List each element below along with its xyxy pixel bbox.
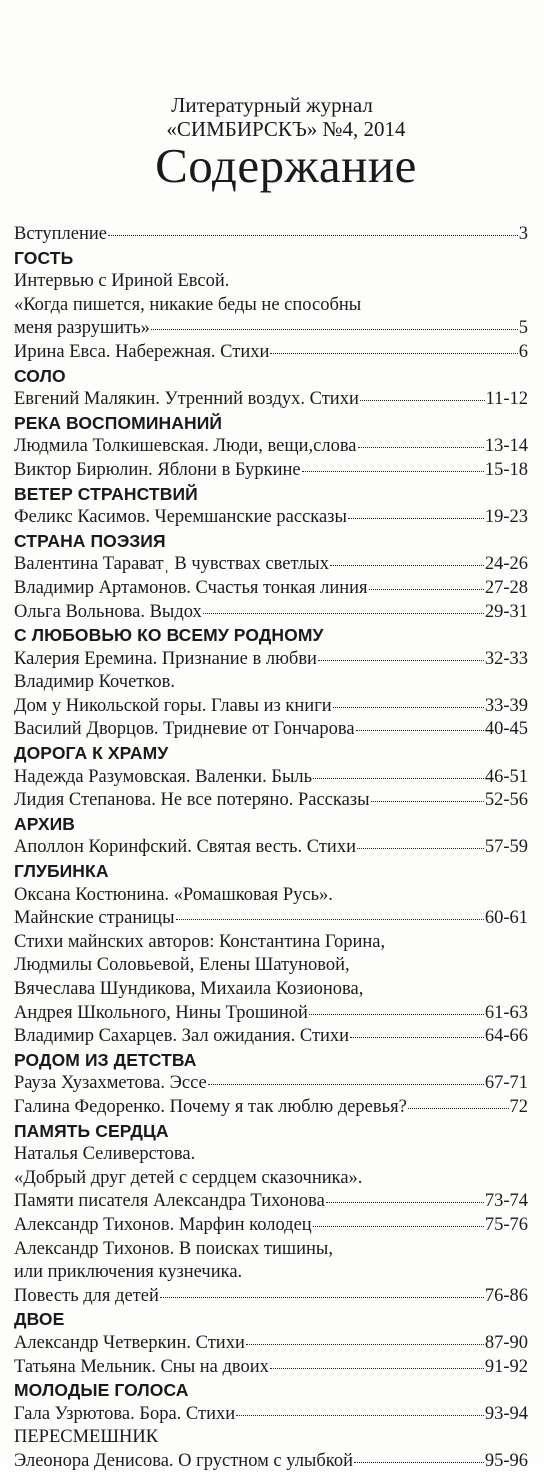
toc-entry xyxy=(14,317,528,341)
dot-leader xyxy=(309,1014,484,1015)
toc-text-line xyxy=(14,1167,528,1191)
section-title: ГОСТЬ xyxy=(14,247,74,268)
page-number: 27-28 xyxy=(484,577,528,598)
toc-entry xyxy=(14,907,528,931)
dot-leader xyxy=(313,1226,484,1227)
entry-title: Стихи майнских авторов: Константина Горина, xyxy=(14,931,386,952)
entry-title: Рауза Хузахметова. Эссе xyxy=(14,1073,207,1094)
dot-leader xyxy=(151,329,518,330)
section-title: СТРАНА ПОЭЗИЯ xyxy=(14,530,166,551)
toc-entry xyxy=(14,1356,528,1380)
toc-entry xyxy=(14,648,528,672)
toc-entry xyxy=(14,223,528,247)
toc-entry xyxy=(14,601,528,625)
toc-entry xyxy=(14,1285,528,1309)
toc-text-line xyxy=(14,294,528,318)
toc-entry xyxy=(14,553,528,577)
entry-title: «Добрый друг детей с сердцем сказочника». xyxy=(14,1167,363,1188)
toc-section-heading xyxy=(14,1049,528,1073)
dot-leader xyxy=(356,730,484,731)
dot-leader xyxy=(348,518,484,519)
toc-section-heading xyxy=(14,483,528,507)
page-number: 52-56 xyxy=(484,790,528,811)
toc-entry xyxy=(14,1332,528,1356)
toc-section-heading xyxy=(14,1308,528,1332)
page-number: 93-94 xyxy=(484,1403,528,1424)
entry-title: Интервью с Ириной Евсой. xyxy=(14,271,230,292)
page-number: 15-18 xyxy=(484,459,528,480)
entry-title: «Когда пишется, никакие беды не способны xyxy=(14,294,362,315)
page-number: 33-39 xyxy=(484,695,528,716)
toc-section-heading xyxy=(14,1120,528,1144)
toc-entry xyxy=(14,388,528,412)
entry-title: Ирина Евса. Набережная. Стихи xyxy=(14,341,270,362)
section-title: МОЛОДЫЕ ГОЛОСА xyxy=(14,1380,189,1401)
toc-entry xyxy=(14,1214,528,1238)
page-number: 13-14 xyxy=(484,436,528,457)
toc-text-line xyxy=(14,884,528,908)
dot-leader xyxy=(408,1108,509,1109)
toc-entry xyxy=(14,836,528,860)
page-number: 61-63 xyxy=(484,1002,528,1023)
page-number: 95-96 xyxy=(484,1450,528,1471)
section-title: РОДОМ ИЗ ДЕТСТВА xyxy=(14,1049,197,1070)
page-number: 40-45 xyxy=(484,719,528,740)
toc-text-line xyxy=(14,1143,528,1167)
page-number: 67-71 xyxy=(484,1073,528,1094)
section-title: АРХИВ xyxy=(14,813,76,834)
toc-entry xyxy=(14,506,528,530)
page-number: 60-61 xyxy=(484,908,528,929)
section-title: ВЕТЕР СТРАНСТВИЙ xyxy=(14,483,198,504)
toc-section-heading xyxy=(14,1379,528,1403)
toc-section-heading xyxy=(14,412,528,436)
toc-section-heading xyxy=(14,365,528,389)
toc-entry xyxy=(14,459,528,483)
issue-line: «СИМБИРСКЪ» №4, 2014 xyxy=(166,117,406,141)
toc-text-line xyxy=(14,270,528,294)
page-number: 87-90 xyxy=(484,1332,528,1353)
toc-section-heading xyxy=(14,742,528,766)
page-number: 5 xyxy=(518,318,528,339)
toc-entry xyxy=(14,718,528,742)
entry-title: Аполлон Коринфский. Святая весть. Стихи xyxy=(14,837,356,858)
dot-leader xyxy=(270,1368,484,1369)
dot-leader xyxy=(270,353,517,354)
table-of-contents xyxy=(14,223,528,1473)
section-title: С ЛЮБОВЬЮ КО ВСЕМУ РОДНОМУ xyxy=(14,625,324,646)
toc-section-heading xyxy=(14,860,528,884)
dot-leader xyxy=(350,1037,484,1038)
toc-section-heading xyxy=(14,813,528,837)
toc-entry xyxy=(14,1025,528,1049)
dot-leader xyxy=(160,1297,484,1298)
entry-title: Лидия Степанова. Не все потеряно. Рассказы xyxy=(14,790,370,811)
dot-leader xyxy=(354,1462,484,1463)
entry-title: Калерия Еремина. Признание в любви xyxy=(14,648,317,669)
dot-leader xyxy=(357,848,484,849)
entry-title: Андрея Школьного, Нины Трошиной xyxy=(14,1002,308,1023)
dot-leader xyxy=(369,589,484,590)
page-number: 75-76 xyxy=(484,1214,528,1235)
entry-title: Владимир Артамонов. Счастья тонкая линия xyxy=(14,577,368,598)
entry-title: Александр Тихонов. Марфин колодец xyxy=(14,1214,312,1235)
dot-leader xyxy=(176,919,484,920)
page-number: 11-12 xyxy=(485,389,528,410)
entry-title: Повесть для детей xyxy=(14,1285,159,1306)
section-title: СОЛО xyxy=(14,365,66,386)
toc-text-line xyxy=(14,978,528,1002)
entry-title: Виктор Бирюлин. Яблони в Буркине xyxy=(14,459,301,480)
dot-leader xyxy=(203,613,484,614)
entry-title: Элеонора Денисова. О грустном с улыбкой xyxy=(14,1450,353,1471)
toc-text-line xyxy=(14,1261,528,1285)
entry-title: Василий Дворцов. Тридневие от Гончарова xyxy=(14,719,355,740)
entry-title: Александр Тихонов. В поисках тишины, xyxy=(14,1238,333,1259)
entry-title: Наталья Селиверстова. xyxy=(14,1144,196,1165)
page-number: 3 xyxy=(518,224,528,244)
dot-leader xyxy=(360,400,485,401)
entry-title: Феликс Касимов. Черемшанские рассказы xyxy=(14,507,347,528)
entry-title: Александр Четверкин. Стихи xyxy=(14,1332,245,1353)
page-number: 64-66 xyxy=(484,1026,528,1047)
entry-title: Памяти писателя Александра Тихонова xyxy=(14,1191,325,1212)
section-title: ДВОЕ xyxy=(14,1309,65,1330)
section-title: ГЛУБИНКА xyxy=(14,861,109,882)
dot-leader xyxy=(108,235,518,236)
page-number: 73-74 xyxy=(484,1191,528,1212)
dot-leader xyxy=(318,660,484,661)
entry-title: Майнские страницы xyxy=(14,908,175,929)
dot-leader xyxy=(313,778,484,779)
page-number: 32-33 xyxy=(484,648,528,669)
page-number: 6 xyxy=(518,341,528,362)
toc-text-line xyxy=(14,1426,528,1450)
entry-title: Владимир Сахарцев. Зал ожидания. Стихи xyxy=(14,1026,350,1047)
toc-entry xyxy=(14,695,528,719)
toc-entry xyxy=(14,577,528,601)
toc-entry xyxy=(14,1450,528,1473)
toc-text-line xyxy=(14,1238,528,1262)
entry-title: Евгений Малякин. Утренний воздух. Стихи xyxy=(14,389,359,410)
toc-entry xyxy=(14,766,528,790)
toc-text-line xyxy=(14,954,528,978)
page-title: Содержание xyxy=(155,138,417,193)
page-number: 57-59 xyxy=(484,837,528,858)
dot-leader xyxy=(208,1084,484,1085)
page-number: 91-92 xyxy=(484,1356,528,1377)
entry-title: Людмила Толкишевская. Люди, вещи,слова xyxy=(14,436,357,457)
section-title: ПАМЯТЬ СЕРДЦА xyxy=(14,1120,169,1141)
toc-text-line xyxy=(14,931,528,955)
journal-subtitle: Литературный журнал xyxy=(171,93,373,117)
toc-entry xyxy=(14,1072,528,1096)
entry-title: или приключения кузнечика. xyxy=(14,1262,243,1283)
toc-entry xyxy=(14,1190,528,1214)
toc-text-line xyxy=(14,671,528,695)
toc-entry xyxy=(14,1403,528,1427)
dot-leader xyxy=(358,447,484,448)
entry-title: Дом у Никольской горы. Главы из книги xyxy=(14,695,332,716)
page-number: 24-26 xyxy=(484,554,528,575)
dot-leader xyxy=(236,1415,484,1416)
dot-leader xyxy=(326,1202,484,1203)
dot-leader xyxy=(371,801,484,802)
dot-leader xyxy=(333,707,484,708)
entry-title: ПЕРЕСМЕШНИК xyxy=(14,1427,159,1448)
toc-entry xyxy=(14,1096,528,1120)
entry-title: Татьяна Мельник. Сны на двоих xyxy=(14,1356,269,1377)
entry-title: Владимир Кочетков. xyxy=(14,672,176,693)
dot-leader xyxy=(330,565,484,566)
entry-title: Оксана Костюнина. «Ромашковая Русь». xyxy=(14,884,333,905)
page-number: 76-86 xyxy=(484,1285,528,1306)
entry-title: Ольга Вольнова. Выдох xyxy=(14,601,202,622)
entry-title: Людмилы Соловьевой, Елены Шатуновой, xyxy=(14,955,350,976)
entry-title: Гала Узрютова. Бора. Стихи xyxy=(14,1403,236,1424)
page-number: 72 xyxy=(509,1096,528,1117)
toc-entry xyxy=(14,341,528,365)
entry-title: Галина Федоренко. Почему я так люблю деревья? xyxy=(14,1096,407,1117)
dot-leader xyxy=(246,1344,484,1345)
toc-section-heading xyxy=(14,247,528,271)
entry-title: Надежда Разумовская. Валенки. Быль xyxy=(14,766,313,787)
page-number: 46-51 xyxy=(484,766,528,787)
page-number: 19-23 xyxy=(484,507,528,528)
entry-title: Вячеслава Шундикова, Михаила Козионова, xyxy=(14,979,364,999)
toc-entry xyxy=(14,789,528,813)
entry-title: Вступление xyxy=(14,224,107,244)
entry-title: меня разрушить» xyxy=(14,318,150,339)
section-title: РЕКА ВОСПОМИНАНИЙ xyxy=(14,412,223,433)
toc-section-heading xyxy=(14,530,528,554)
page-number: 29-31 xyxy=(484,601,528,622)
section-title: ДОРОГА К ХРАМУ xyxy=(14,743,169,764)
toc-entry xyxy=(14,435,528,459)
toc-entry xyxy=(14,1002,528,1026)
dot-leader xyxy=(302,471,484,472)
toc-section-heading xyxy=(14,624,528,648)
entry-title: Валентина Тараватˌ В чувствах светлых xyxy=(14,554,329,575)
